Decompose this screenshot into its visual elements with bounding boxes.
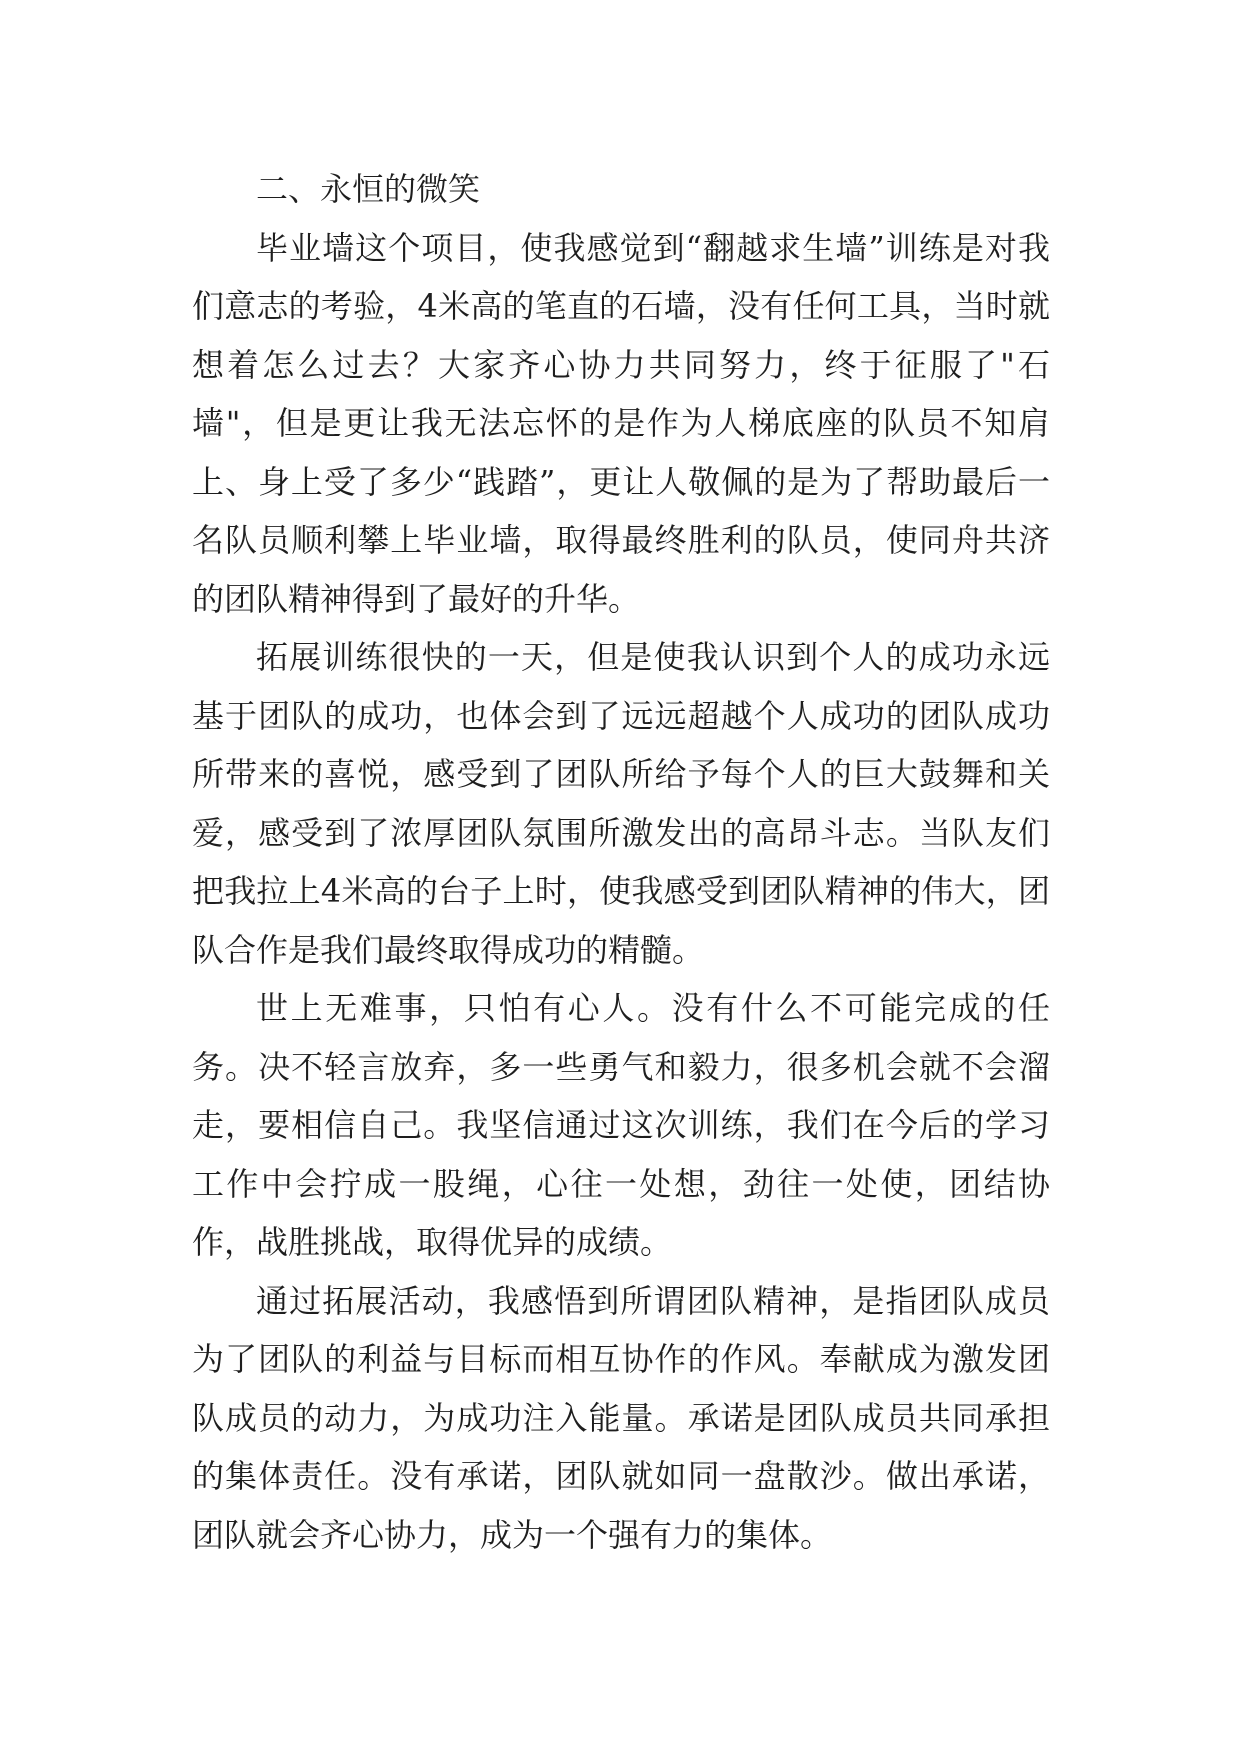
section-heading: 二、永恒的微笑 [256,170,481,208]
paragraph-perseverance: 世上无难事，只怕有心人。没有什么不可能完成的任务。决不轻言放弃，多一些勇气和毅力，很多机会就不会溜走，要相信自己。我坚信通过这次训练，我们在今后的学习工作中会拧成一股绳，心往一处想，劲往一处使，团结协作，战胜挑战，取得优异的成绩。 [192,989,1050,1261]
paragraph-team-success: 拓展训练很快的一天，但是使我认识到个人的成功永远基于团队的成功，也体会到了远远超越个人成功的团队成功所带来的喜悦，感受到了团队所给予每个人的巨大鼓舞和关爱，感受到了浓厚团队氛围所激发出的高昂斗志。当队友们把我拉上4米高的台子上时，使我感受到团队精神的伟大，团队合作是我们最终取得成功的精髓。 [192,638,1050,969]
paragraph-graduation-wall: 毕业墙这个项目，使我感觉到“翻越求生墙”训练是对我们意志的考验，4米高的笔直的石墙，没有任何工具，当时就想着怎么过去？大家齐心协力共同努力，终于征服了"石墙"，但是更让我无法忘怀的是作为人梯底座的队员不知肩上、身上受了多少“践踏”，更让人敬佩的是为了帮助最后一名队员顺利攀上毕业墙，取得最终胜利的队员，使同舟共济的团队精神得到了最好的升华。 [192,228,1050,618]
paragraph-team-spirit: 通过拓展活动，我感悟到所谓团队精神，是指团队成员为了团队的利益与目标而相互协作的作风。奉献成为激发团队成员的动力，为成功注入能量。承诺是团队成员共同承担的集体责任。没有承诺，团队就如同一盘散沙。做出承诺，团队就会齐心协力，成为一个强有力的集体。 [192,1281,1050,1554]
document-body [192,160,1050,1564]
